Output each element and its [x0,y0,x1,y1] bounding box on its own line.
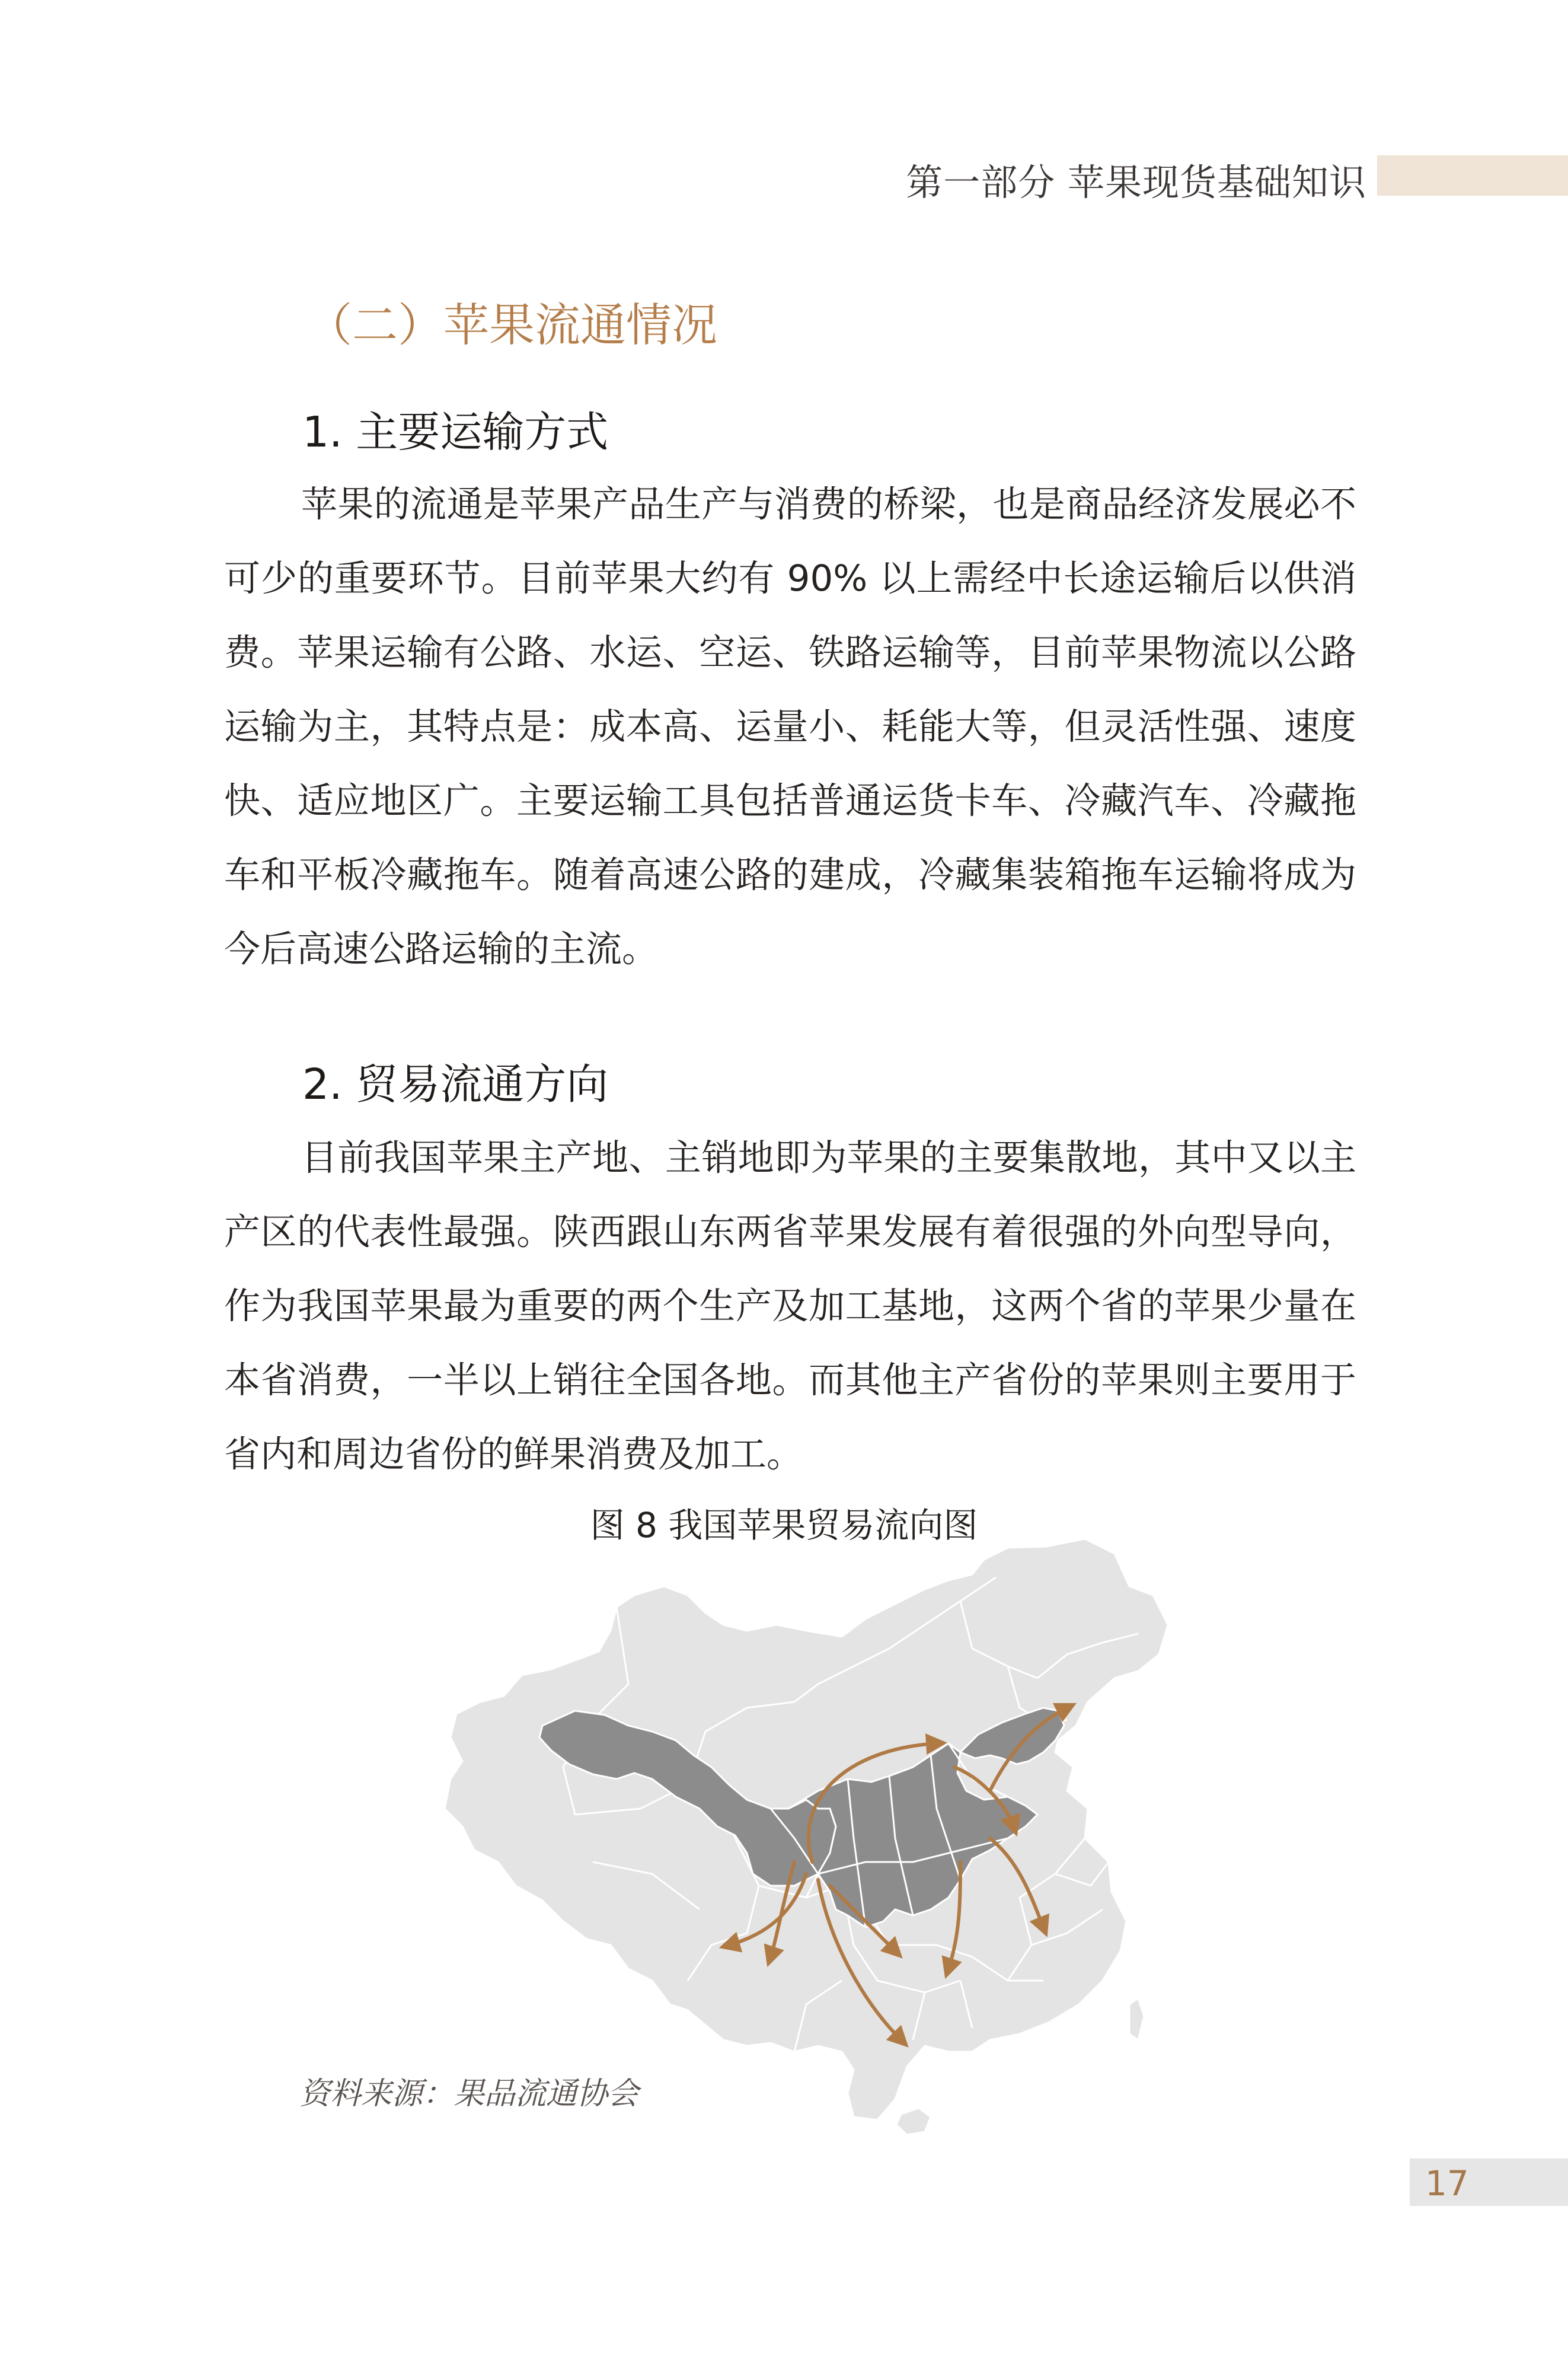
paragraph-transport: 苹果的流通是苹果产品生产与消费的桥梁，也是商品经济发展必不可少的重要环节。目前苹果大约有 90% 以上需经中长途运输后以供消费。苹果运输有公路、水运、空运、铁路运输等，目前苹果物流以公路运输为主，其特点是：成本高、运量小、耗能大等，但灵活性强、速度快、适应地区广。主要运输工具包括普通运货卡车、冷藏汽车、冷藏拖车和平板冷藏拖车。随着高速公路的建成，冷藏集装箱拖车运输将成为今后高速公路运输的主流。 [224,483,1356,970]
figure-source-note: 资料来源：果品流通协会 [299,2076,639,2112]
hainan-island [896,2108,931,2135]
section-title: （二）苹果流通情况 [306,299,717,352]
header-accent-bar [1377,155,1568,196]
subsection-title-transport: 1. 主要运输方式 [302,407,609,457]
page-number: 17 [1425,2163,1469,2204]
taiwan-island [1129,1998,1144,2040]
paragraph-trade-flow: 目前我国苹果主产地、主销地即为苹果的主要集散地，其中又以主产区的代表性最强。陕西跟山东两省苹果发展有着很强的外向型导向，作为我国苹果最为重要的两个生产及加工基地，这两个省的苹果少量在本省消费，一半以上销往全国各地。而其他主产省份的苹果则主要用于省内和周边省份的鲜果消费及加工。 [224,1137,1356,1475]
china-apple-trade-flow-map [439,1530,1227,2158]
running-header: 第一部分 苹果现货基础知识 [906,161,1366,204]
subsection-title-trade-flow: 2. 贸易流通方向 [302,1060,609,1109]
figure-caption: 图 8 我国苹果贸易流向图 [590,1505,978,1545]
page-number-box [1410,2158,1568,2206]
